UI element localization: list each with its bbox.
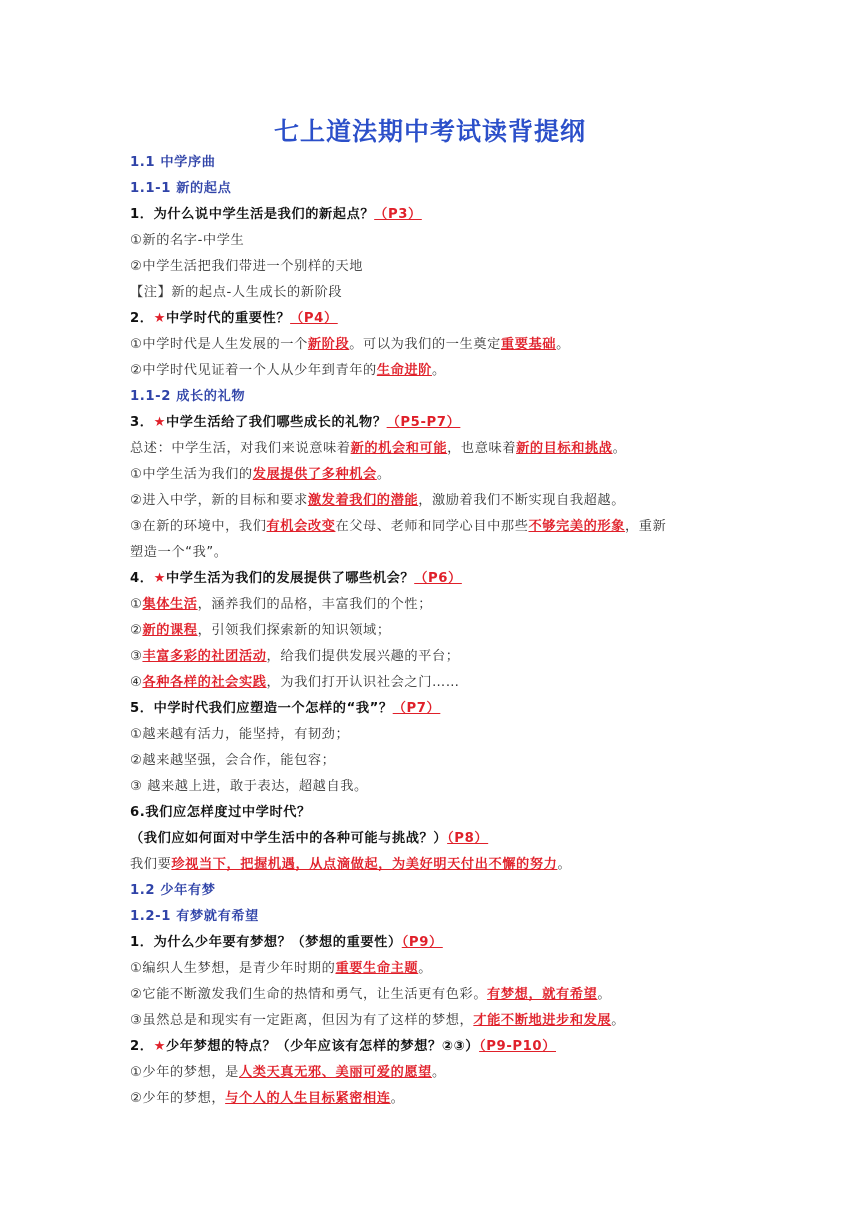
key-phrase: 才能不断地进步和发展 bbox=[473, 1013, 612, 1028]
section-heading bbox=[130, 176, 740, 202]
text-segment: ③ bbox=[130, 649, 143, 664]
text-segment: ①中学生活为我们的 bbox=[130, 467, 253, 482]
answer-line bbox=[130, 982, 740, 1008]
text-segment: 少年梦想的特点？（少年应该有怎样的梦想？②③） bbox=[166, 1039, 480, 1054]
text-segment: 1.1-2 成长的礼物 bbox=[130, 389, 246, 404]
text-segment: 。可以为我们的一生奠定 bbox=[349, 337, 501, 352]
question-line bbox=[130, 696, 740, 722]
key-phrase: 丰富多彩的社团活动 bbox=[142, 649, 267, 664]
text-segment: 。 bbox=[418, 961, 432, 976]
answer-line bbox=[130, 1060, 740, 1086]
star-icon: ★ bbox=[153, 571, 167, 586]
text-segment: 。 bbox=[556, 337, 570, 352]
question-line bbox=[130, 306, 740, 332]
answer-line bbox=[130, 644, 740, 670]
answer-line bbox=[130, 1086, 740, 1112]
key-phrase: 人类天真无邪、美丽可爱的愿望 bbox=[238, 1065, 432, 1080]
key-phrase: 与个人的人生目标紧密相连 bbox=[225, 1091, 391, 1106]
section-heading bbox=[130, 904, 740, 930]
text-segment: 3． bbox=[130, 415, 154, 430]
text-segment: 5．中学时代我们应塑造一个怎样的“我”？ bbox=[130, 701, 393, 716]
text-segment: 在父母、老师和同学心目中那些 bbox=[335, 519, 529, 534]
text-segment: 。 bbox=[557, 857, 572, 872]
text-segment: 【注】新的起点-人生成长的新阶段 bbox=[130, 285, 343, 300]
page-reference: （P4） bbox=[290, 311, 338, 326]
key-phrase: 生命进阶 bbox=[376, 363, 432, 378]
answer-line bbox=[130, 1008, 740, 1034]
text-segment: ① bbox=[130, 597, 143, 612]
text-segment: 。 bbox=[611, 1013, 625, 1028]
answer-line bbox=[130, 254, 740, 280]
text-segment: （我们应如何面对中学生活中的各种可能与挑战？） bbox=[130, 831, 448, 846]
answer-line bbox=[130, 462, 740, 488]
answer-line bbox=[130, 228, 740, 254]
text-segment: ①中学时代是人生发展的一个 bbox=[130, 337, 308, 352]
section-heading bbox=[130, 384, 740, 410]
star-icon: ★ bbox=[153, 311, 167, 326]
question-line bbox=[130, 566, 740, 592]
text-segment: ，也意味着 bbox=[447, 441, 517, 456]
text-segment: ，引领我们探索新的知识领域； bbox=[197, 623, 391, 638]
page-reference: （P9-P10） bbox=[479, 1039, 556, 1054]
text-segment: ，重新 bbox=[625, 519, 667, 534]
text-segment: ，激励着我们不断实现自我超越。 bbox=[418, 493, 625, 508]
key-phrase: 新的目标和挑战 bbox=[516, 441, 613, 456]
text-segment: 1.2 少年有梦 bbox=[130, 883, 216, 898]
document-title: 七上道法期中考试读背提纲 bbox=[273, 117, 586, 146]
text-segment: ，给我们提供发展兴趣的平台； bbox=[266, 649, 460, 664]
question-line bbox=[130, 800, 740, 826]
text-segment: ③虽然总是和现实有一定距离，但因为有了这样的梦想， bbox=[130, 1013, 474, 1028]
section-heading bbox=[130, 878, 740, 904]
text-segment: ①编织人生梦想，是青少年时期的 bbox=[130, 961, 336, 976]
text-segment: ②它能不断激发我们生命的热情和勇气，让生活更有色彩。 bbox=[130, 987, 488, 1002]
key-phrase: 新阶段 bbox=[307, 337, 350, 352]
text-segment: 2． bbox=[130, 1039, 154, 1054]
text-segment: 1.2-1 有梦就有希望 bbox=[130, 909, 259, 924]
text-segment: 6.我们应怎样度过中学时代？ bbox=[130, 805, 311, 820]
text-segment: 1.1-1 新的起点 bbox=[130, 181, 232, 196]
answer-line bbox=[130, 488, 740, 514]
answer-line bbox=[130, 332, 740, 358]
question-line bbox=[130, 930, 740, 956]
text-segment: ③在新的环境中，我们 bbox=[130, 519, 267, 534]
key-phrase: 各种各样的社会实践 bbox=[142, 675, 267, 690]
text-segment: ，涵养我们的品格，丰富我们的个性； bbox=[197, 597, 432, 612]
page-reference: （P6） bbox=[414, 571, 462, 586]
text-segment: 。 bbox=[612, 441, 627, 456]
key-phrase: 新的机会和可能 bbox=[350, 441, 448, 456]
text-segment: 2． bbox=[130, 311, 154, 326]
text-segment: 中学时代的重要性？ bbox=[166, 311, 291, 326]
text-segment: ，为我们打开认识社会之门…… bbox=[266, 675, 460, 690]
key-phrase: 珍视当下，把握机遇，从点滴做起，为美好明天付出不懈的努力 bbox=[171, 857, 558, 872]
question-line bbox=[130, 826, 740, 852]
text-segment: ②少年的梦想， bbox=[130, 1091, 226, 1106]
text-segment: 中学生活为我们的发展提供了哪些机会？ bbox=[166, 571, 415, 586]
answer-line bbox=[130, 618, 740, 644]
answer-line bbox=[130, 956, 740, 982]
text-segment: 。 bbox=[431, 1065, 446, 1080]
answer-line bbox=[130, 852, 740, 878]
key-phrase: 激发着我们的潜能 bbox=[307, 493, 419, 508]
question-line bbox=[130, 1034, 740, 1060]
key-phrase: 重要生命主题 bbox=[335, 961, 419, 976]
answer-line bbox=[130, 514, 740, 540]
text-segment: 1．为什么说中学生活是我们的新起点？ bbox=[130, 207, 375, 222]
answer-line bbox=[130, 540, 740, 566]
key-phrase: 有梦想，就有希望 bbox=[487, 987, 598, 1002]
answer-line bbox=[130, 774, 740, 800]
text-segment: ②进入中学，新的目标和要求 bbox=[130, 493, 308, 508]
text-segment: ② bbox=[130, 623, 143, 638]
text-segment: 。 bbox=[376, 467, 391, 482]
answer-line bbox=[130, 722, 740, 748]
page-reference: （P8） bbox=[447, 831, 489, 846]
key-phrase: 不够完美的形象 bbox=[528, 519, 625, 534]
answer-line bbox=[130, 748, 740, 774]
answer-line bbox=[130, 358, 740, 384]
text-segment: ①新的名字-中学生 bbox=[130, 233, 245, 248]
outline-content bbox=[130, 150, 740, 1112]
section-heading bbox=[130, 150, 740, 176]
page-reference: （P9） bbox=[401, 935, 443, 950]
page-reference: （P7） bbox=[392, 701, 441, 716]
text-segment: 1．为什么少年要有梦想？（梦想的重要性） bbox=[130, 935, 402, 950]
text-segment: 。 bbox=[431, 363, 446, 378]
text-segment: ①少年的梦想，是 bbox=[130, 1065, 239, 1080]
text-segment: ②中学时代见证着一个人从少年到青年的 bbox=[130, 363, 377, 378]
text-segment: ④ bbox=[130, 675, 143, 690]
text-segment: 。 bbox=[390, 1091, 405, 1106]
text-segment: 中学生活给了我们哪些成长的礼物？ bbox=[166, 415, 387, 430]
text-segment: 总述：中学生活，对我们来说意味着 bbox=[130, 441, 351, 456]
text-segment: 4． bbox=[130, 571, 154, 586]
key-phrase: 新的课程 bbox=[142, 623, 198, 638]
text-segment: 我们要 bbox=[130, 857, 172, 872]
question-line bbox=[130, 410, 740, 436]
text-segment: 塑造一个“我”。 bbox=[130, 545, 228, 560]
answer-line bbox=[130, 280, 740, 306]
page-reference: （P3） bbox=[374, 207, 422, 222]
star-icon: ★ bbox=[153, 415, 167, 430]
text-segment: ②越来越坚强，会合作，能包容； bbox=[130, 753, 336, 768]
answer-line bbox=[130, 592, 740, 618]
key-phrase: 有机会改变 bbox=[266, 519, 336, 534]
text-segment: ③ 越来越上进，敢于表达，超越自我。 bbox=[130, 779, 368, 794]
question-line bbox=[130, 202, 740, 228]
text-segment: ①越来越有活力，能坚持，有韧劲； bbox=[130, 727, 350, 742]
key-phrase: 重要基础 bbox=[500, 337, 557, 352]
text-segment: 。 bbox=[597, 987, 612, 1002]
page-reference: （P5-P7） bbox=[386, 415, 461, 430]
text-segment: ②中学生活把我们带进一个别样的天地 bbox=[130, 259, 364, 274]
answer-line bbox=[130, 670, 740, 696]
text-segment: 1.1 中学序曲 bbox=[130, 155, 216, 170]
answer-line bbox=[130, 436, 740, 462]
key-phrase: 集体生活 bbox=[142, 597, 198, 612]
key-phrase: 发展提供了多种机会 bbox=[252, 467, 377, 482]
star-icon: ★ bbox=[153, 1039, 167, 1054]
